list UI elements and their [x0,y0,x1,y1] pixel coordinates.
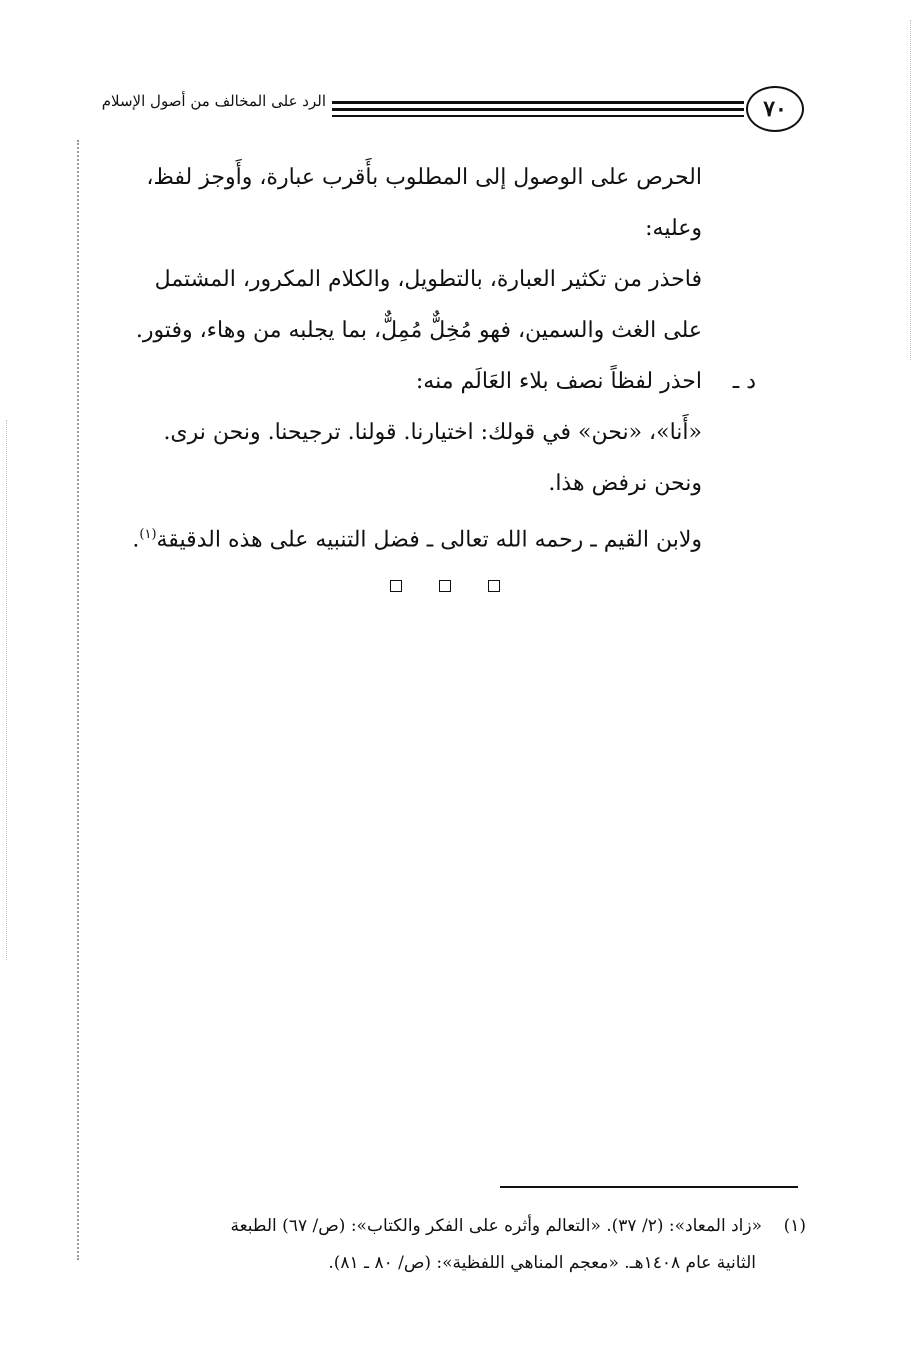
body-line-text: ولابن القيم ـ رحمه الله تعالى ـ فضل التنبيه على هذه الدقيقة [156,527,702,553]
section-separator [390,580,500,596]
margin-dots [910,20,913,360]
body-line: فاحذر من تكثير العبارة، بالتطويل، والكلام المكرور، المشتمل [154,267,702,292]
square-ornament-icon [390,580,402,592]
body-text [98,152,756,565]
header-rule [332,108,744,111]
body-line: ونحن نرفض هذا. [548,471,702,496]
header-rule [332,115,744,117]
body-line: «أَنا»، «نحن» في قولك: اختيارنا. قولنا. ترجيحنا. ونحن نرى. [163,420,702,445]
square-ornament-icon [439,580,451,592]
page-number-badge [746,86,804,132]
footnote-text: «زاد المعاد»: (٢/ ٣٧). «التعالم وأثره على الفكر والكتاب»: (ص/ ٦٧) الطبعة [230,1216,762,1236]
footnote-number: (١) [783,1216,806,1236]
footnote-rule [500,1186,798,1188]
body-line: وعليه: [645,216,702,241]
body-line [98,509,702,565]
running-title: الرد على المخالف من أصول الإسلام [101,92,326,110]
list-marker: د ـ [732,369,756,394]
footnote-reference: (١) [139,527,157,542]
header-rule [332,101,744,104]
list-item-d [98,356,756,407]
list-item-text: احذر لفظاً نصف بلاء العَالَم منه: [415,369,702,394]
page-number: ٧٠ [763,96,787,122]
body-line-end: . [132,527,140,553]
footnote-line: الثانية عام ١٤٠٨هـ. «معجم المناهي اللفظية»: (ص/ ٨٠ ـ ٨١). [328,1253,756,1273]
footnote [96,1208,806,1282]
square-ornament-icon [488,580,500,592]
margin-dots [77,140,81,1260]
body-line: على الغث والسمين، فهو مُخِلٌّ مُمِلٌّ، بما يجلبه من وهاء، وفتور. [135,318,702,343]
footnote-line [96,1208,806,1245]
margin-dots [6,420,9,960]
body-line: الحرص على الوصول إلى المطلوب بأَقرب عبارة، وأَوجز لفظ، [146,165,702,190]
